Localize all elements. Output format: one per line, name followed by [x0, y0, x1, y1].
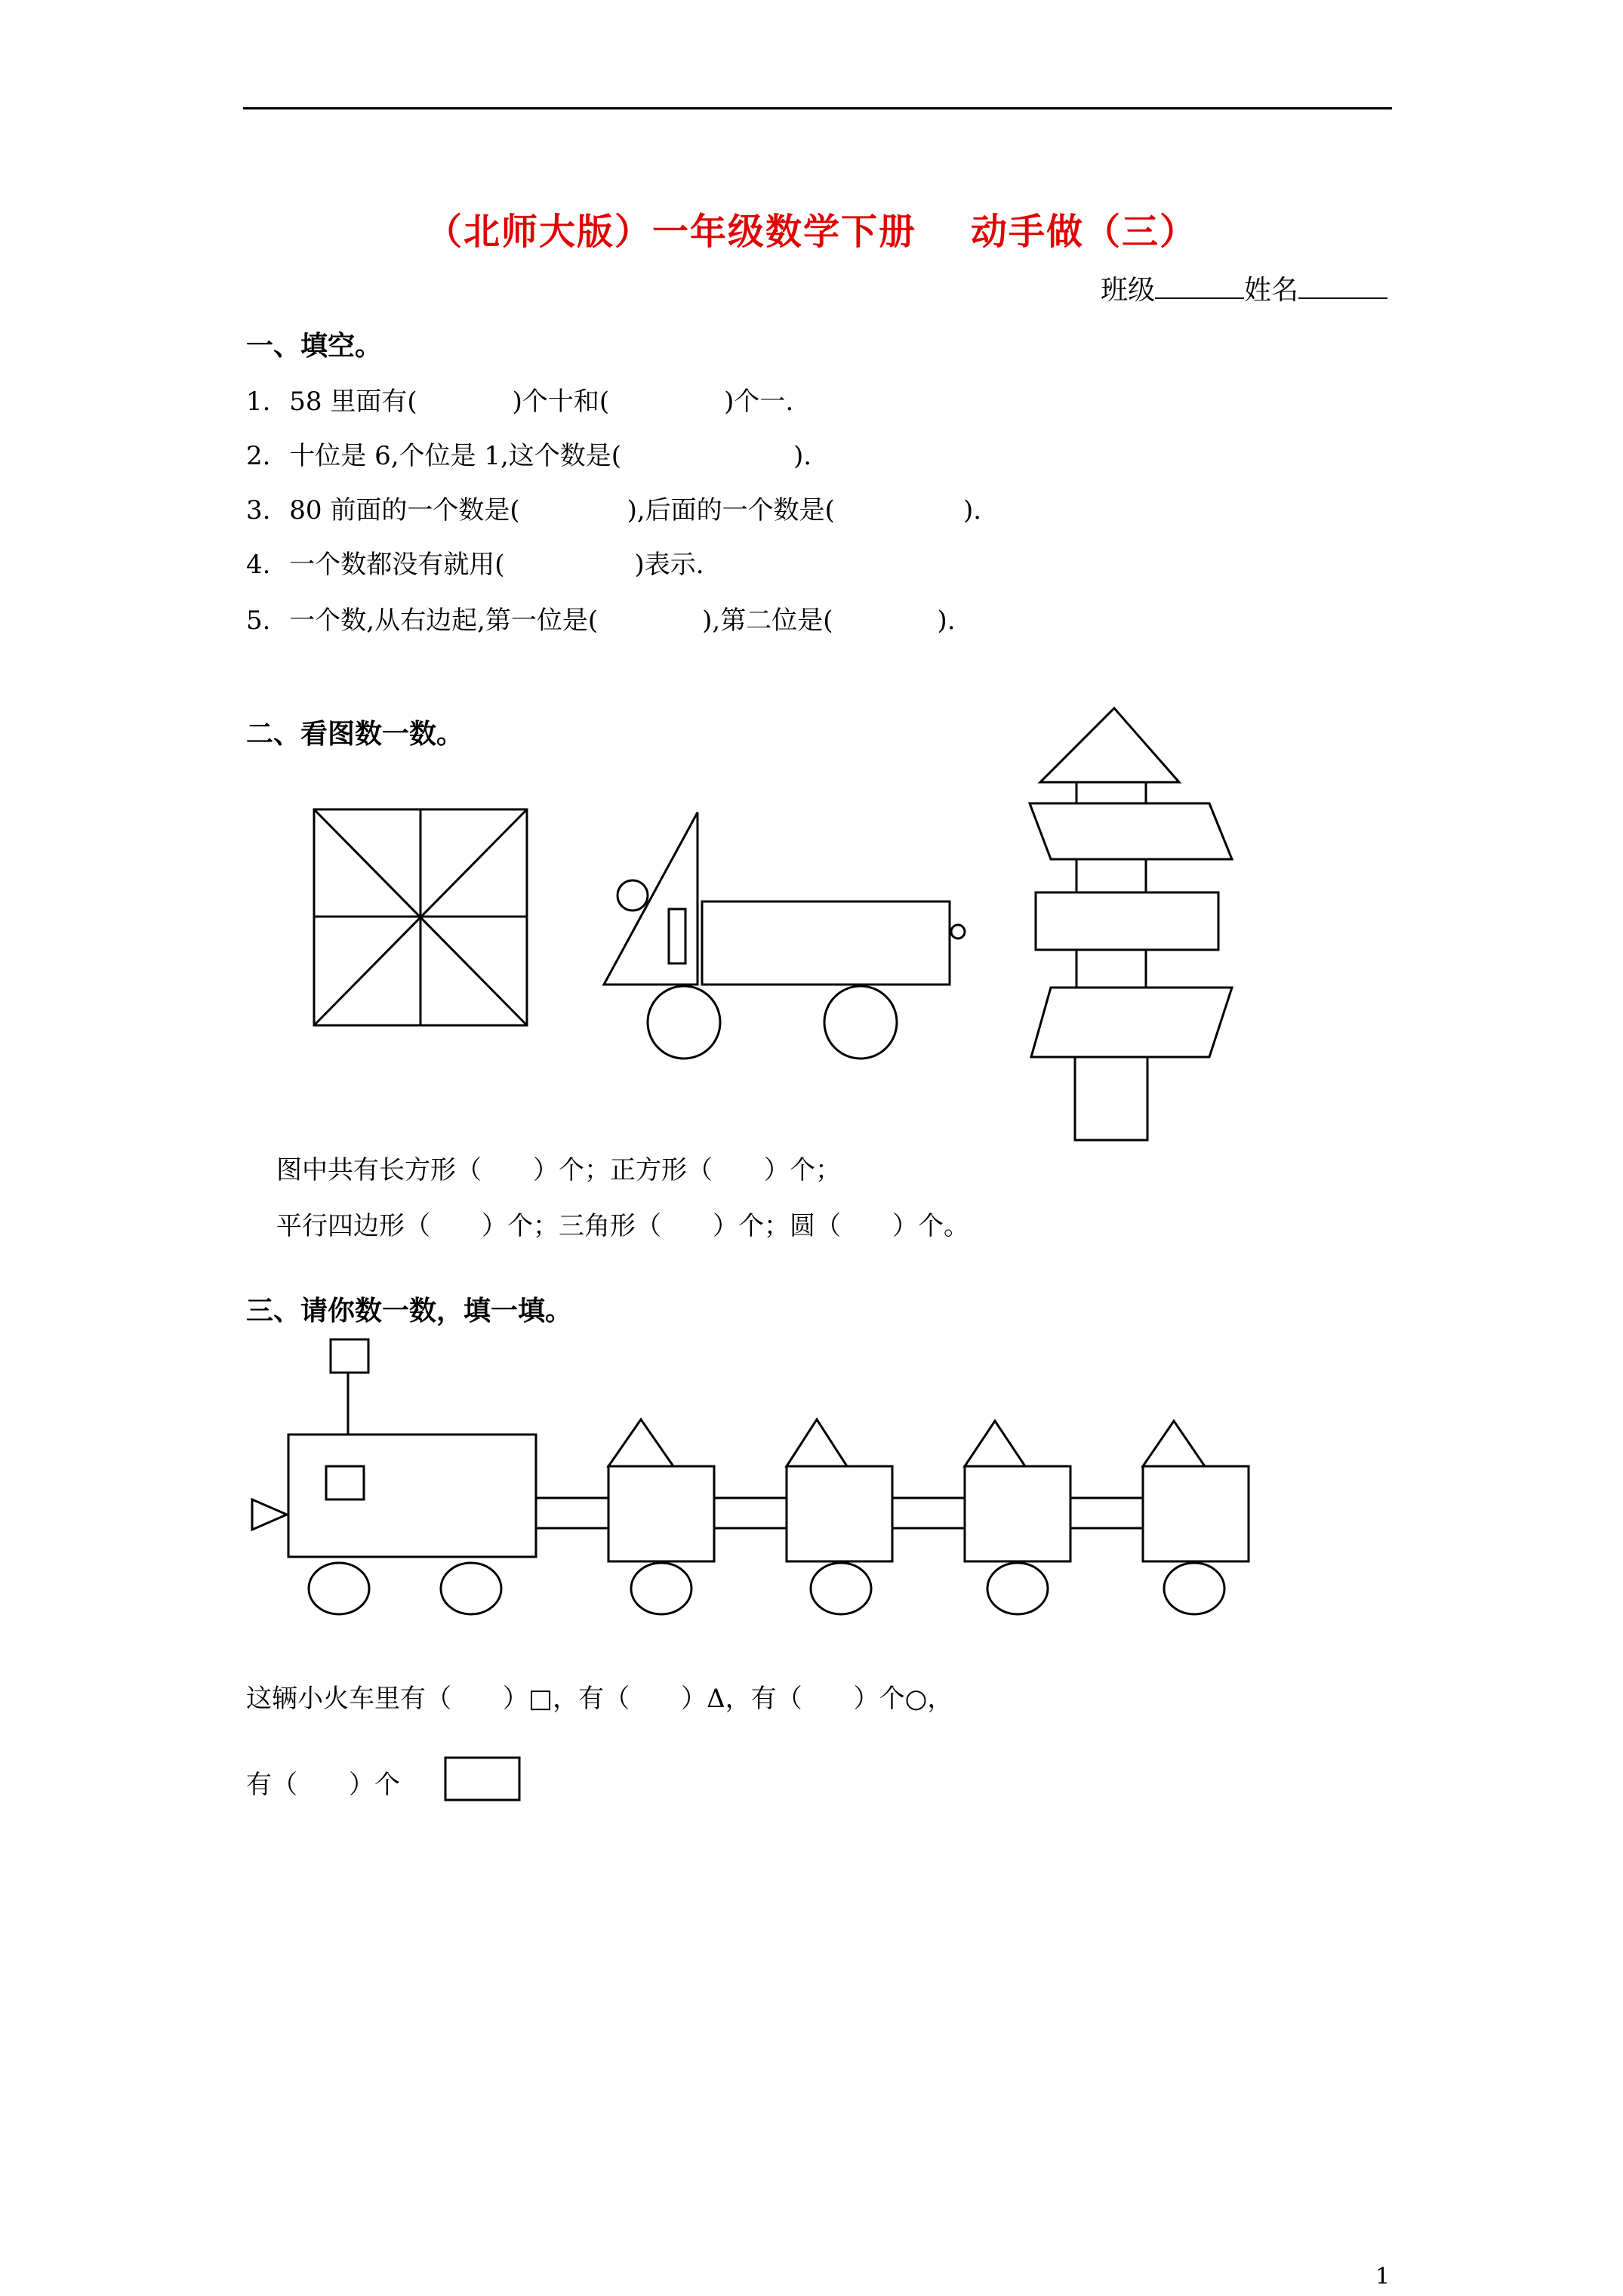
question-text: ).: [962, 495, 982, 525]
rectangle-shape: [445, 1758, 519, 1800]
section-2-line-2: 平行四边形（ ）个；三角形（ ）个；圆（ ）个。: [276, 1211, 969, 1241]
question-text: 80 前面的一个数是(: [289, 495, 520, 525]
question-text: 一个数,从右边起,第一位是(: [289, 606, 599, 636]
section-3-line-1: 这辆小火车里有（ ）□，有（ ）Δ，有（ ）个○，: [246, 1684, 953, 1714]
train-figure: [252, 1339, 1249, 1614]
question-number: 1.: [246, 387, 271, 417]
section-1-heading: 一、填空。: [246, 330, 383, 362]
question-text: 十位是 6,个位是 1,这个数是(: [289, 441, 622, 471]
question-text: ).: [937, 606, 956, 636]
page-number: 1: [1375, 2264, 1390, 2290]
question-number: 4.: [246, 550, 271, 580]
question-text: )表示.: [634, 550, 704, 580]
name-label: 姓名: [1244, 275, 1299, 306]
title-part-2: 动手做（三）: [971, 211, 1198, 253]
section-2-heading: 二、看图数一数。: [246, 718, 464, 750]
truck-figure: [604, 812, 965, 1059]
square-figure: [314, 809, 527, 1025]
class-label: 班级: [1101, 275, 1156, 306]
question-text: )个一.: [724, 387, 794, 417]
question-text: ),第二位是(: [702, 606, 833, 636]
question-text: ).: [793, 441, 812, 471]
section-2-line-1: 图中共有长方形（ ）个；正方形（ ）个；: [276, 1155, 841, 1185]
question-text: 一个数都没有就用(: [289, 550, 505, 580]
question-number: 2.: [246, 441, 271, 471]
section-3-heading: 三、请你数一数，填一填。: [246, 1295, 573, 1327]
question-text: 58 里面有(: [289, 387, 417, 417]
question-number: 5.: [246, 606, 271, 636]
tower-figure: [1030, 708, 1232, 1140]
title-part-1: （北师大版）一年级数学下册: [425, 211, 916, 253]
question-text: )个十和(: [512, 387, 610, 417]
section-3-line-2: 有（ ）个: [246, 1770, 400, 1800]
question-text: ),后面的一个数是(: [627, 495, 835, 525]
question-number: 3.: [246, 495, 271, 525]
